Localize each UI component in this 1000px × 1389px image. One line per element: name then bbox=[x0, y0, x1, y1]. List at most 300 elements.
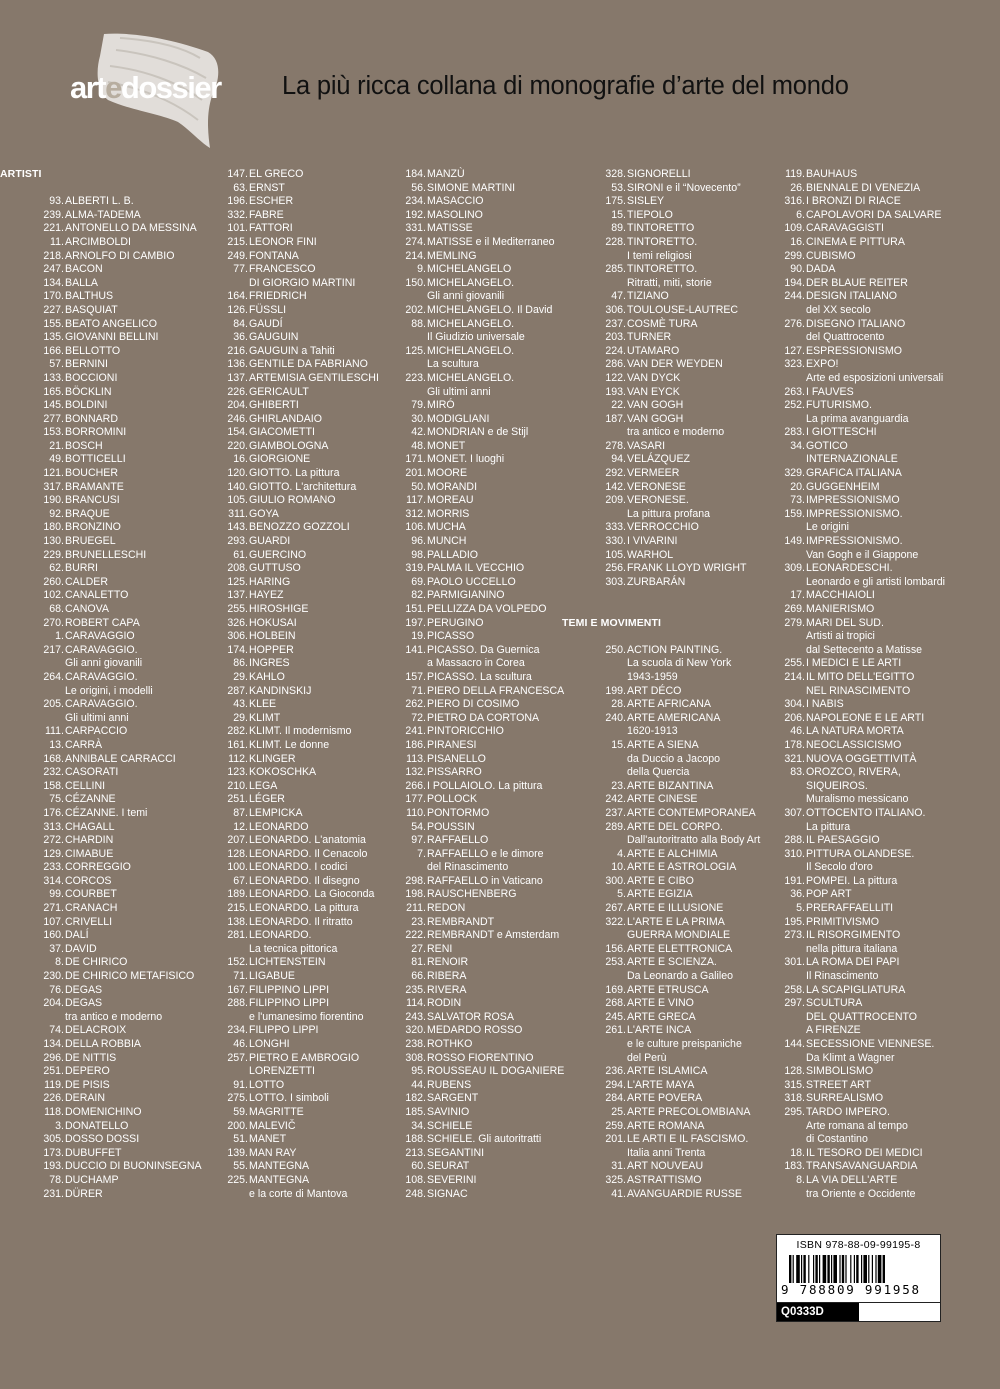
entry-title: LOTTO bbox=[249, 1078, 285, 1091]
index-entry bbox=[0, 508, 190, 522]
page-title: La più ricca collana di monografie d’arte del mondo bbox=[282, 72, 849, 100]
entry-title: PRERAFFAELLITI bbox=[806, 902, 894, 915]
entry-title: ARTE AMERICANA bbox=[627, 711, 721, 724]
index-entry bbox=[0, 984, 190, 998]
index-entry bbox=[184, 780, 374, 794]
entry-title: SEVERINI bbox=[427, 1173, 477, 1186]
index-entry bbox=[0, 250, 190, 264]
index-entry bbox=[562, 372, 752, 386]
index-entry bbox=[741, 929, 931, 943]
entry-title: nella pittura italiana bbox=[806, 942, 898, 955]
entry-title: VERMEER bbox=[627, 467, 680, 480]
entry-title: del Rinascimento bbox=[427, 861, 509, 874]
entry-title: BEATO ANGELICO bbox=[65, 317, 158, 330]
index-entry bbox=[362, 725, 552, 739]
entry-title: RAFFAELLO in Vaticano bbox=[427, 874, 543, 887]
index-entry bbox=[362, 739, 552, 753]
entry-number: 68. bbox=[49, 603, 64, 615]
index-entry bbox=[562, 1174, 752, 1188]
index-entry bbox=[184, 562, 374, 576]
entry-title: VAN GOGH bbox=[627, 412, 684, 425]
index-entry bbox=[184, 834, 374, 848]
entry-number: 187. bbox=[605, 412, 626, 425]
entry-title: Gli anni giovanili bbox=[65, 657, 143, 670]
index-entry bbox=[362, 1079, 552, 1093]
entry-title: MARI DEL SUD. bbox=[806, 616, 884, 629]
index-entry bbox=[362, 209, 552, 223]
entry-number: 114. bbox=[406, 997, 426, 1010]
entry-title: GERICAULT bbox=[249, 385, 309, 398]
index-entry bbox=[562, 806, 756, 821]
entry-title: BOSCH bbox=[65, 439, 103, 452]
entry-number: 92. bbox=[49, 507, 64, 520]
entry-number: 260. bbox=[43, 575, 64, 588]
index-entry bbox=[184, 331, 374, 345]
entry-title: ERNST bbox=[249, 181, 285, 194]
entry-number: 331. bbox=[405, 222, 426, 235]
entry-title: GUGGENHEIM bbox=[806, 480, 880, 493]
entry-number: 202. bbox=[405, 303, 426, 316]
entry-title: DUCCIO DI BUONINSEGNA bbox=[65, 1160, 202, 1173]
entry-number: 176. bbox=[43, 806, 64, 819]
index-entry bbox=[741, 807, 931, 821]
entry-number: 19. bbox=[411, 630, 426, 643]
entry-number: 270. bbox=[43, 616, 64, 629]
entry-title: TURNER bbox=[627, 331, 672, 344]
entry-title: FRANCESCO bbox=[249, 263, 316, 276]
index-entry bbox=[562, 1065, 752, 1079]
index-entry bbox=[562, 535, 752, 549]
index-entry bbox=[362, 630, 552, 644]
entry-number: 105. bbox=[605, 548, 626, 561]
entry-title: POMPEI. La pittura bbox=[806, 874, 898, 887]
entry-title: MANTEGNA bbox=[249, 1173, 310, 1186]
index-entry bbox=[0, 725, 190, 739]
index-entry bbox=[562, 481, 752, 495]
index-entry-continuation bbox=[184, 943, 374, 957]
entry-title: CINEMA E PITTURA bbox=[806, 235, 905, 248]
index-entry bbox=[0, 277, 190, 291]
index-entry bbox=[362, 508, 552, 522]
index-entry bbox=[741, 1092, 931, 1106]
entry-number: 188. bbox=[405, 1133, 426, 1146]
index-entry bbox=[0, 358, 190, 372]
entry-title: SEURAT bbox=[427, 1160, 470, 1173]
index-entry bbox=[741, 1065, 931, 1079]
index-entry bbox=[741, 168, 931, 182]
entry-number: 208. bbox=[227, 562, 248, 575]
entry-number: 328. bbox=[605, 168, 626, 180]
entry-number: 91. bbox=[233, 1078, 248, 1091]
entry-title: KLEE bbox=[249, 698, 277, 711]
entry-number: 98. bbox=[411, 548, 426, 561]
entry-title: FRIEDRICH bbox=[249, 290, 307, 303]
index-entry-continuation bbox=[562, 277, 752, 291]
entry-number: 192. bbox=[405, 208, 426, 221]
index-entry bbox=[184, 182, 374, 196]
index-entry bbox=[184, 916, 374, 930]
entry-number: 257. bbox=[227, 1051, 248, 1064]
index-entry bbox=[0, 1147, 190, 1161]
index-entry bbox=[362, 970, 552, 984]
entry-title: DE PISIS bbox=[65, 1078, 110, 1091]
entry-title: SCULTURA bbox=[806, 997, 863, 1010]
index-entry bbox=[184, 766, 374, 780]
index-entry bbox=[362, 671, 552, 685]
entry-title: PARMIGIANINO bbox=[427, 589, 505, 602]
entry-number: 250. bbox=[605, 643, 626, 656]
entry-number: 222. bbox=[405, 929, 426, 942]
entry-title: BAUHAUS bbox=[806, 168, 858, 180]
entry-number: 28. bbox=[611, 698, 626, 711]
entry-number: 8. bbox=[55, 956, 64, 969]
entry-number: 167. bbox=[227, 983, 248, 996]
index-entry bbox=[362, 1133, 552, 1147]
entry-number: 316. bbox=[784, 195, 805, 208]
index-entry bbox=[0, 331, 190, 345]
entry-title: BRAQUE bbox=[65, 507, 110, 520]
index-entry bbox=[0, 562, 190, 576]
index-entry bbox=[0, 821, 190, 835]
index-entry bbox=[562, 318, 752, 332]
index-entry bbox=[184, 848, 374, 862]
entry-number: 246. bbox=[227, 412, 248, 425]
index-entry bbox=[0, 222, 197, 236]
entry-number: 145. bbox=[43, 399, 64, 412]
entry-title: MEMLING bbox=[427, 249, 477, 262]
brand-art: art bbox=[70, 70, 106, 105]
index-entry bbox=[362, 1011, 552, 1025]
barcode-digits: 9 788809 991958 bbox=[781, 1282, 921, 1297]
entry-number: 293. bbox=[227, 535, 248, 548]
entry-title: LEONARDO. Il Cenacolo bbox=[249, 847, 368, 860]
entry-number: 296. bbox=[43, 1051, 64, 1064]
entry-title: LICHTENSTEIN bbox=[249, 956, 326, 969]
index-entry bbox=[562, 331, 752, 345]
entry-title: OTTOCENTO ITALIANO. bbox=[806, 806, 926, 819]
index-entry bbox=[562, 345, 752, 359]
index-entry bbox=[0, 304, 190, 318]
index-entry bbox=[562, 413, 752, 427]
entry-number: 204. bbox=[43, 997, 64, 1010]
index-entry bbox=[741, 589, 931, 603]
entry-number: 22. bbox=[611, 399, 626, 412]
entry-number: 16. bbox=[790, 235, 805, 248]
index-entry bbox=[0, 1120, 190, 1134]
entry-title: DÜRER bbox=[65, 1187, 103, 1200]
entry-title: LA VIA DELL'ARTE bbox=[806, 1173, 898, 1186]
entry-title: KLIMT. Il modernismo bbox=[249, 725, 352, 738]
entry-title: Arte ed esposizioni universali bbox=[806, 371, 944, 384]
entry-title: I temi religiosi bbox=[627, 249, 692, 262]
entry-title: La pittura profana bbox=[627, 507, 711, 520]
entry-number: 152. bbox=[227, 956, 248, 969]
index-entry bbox=[0, 236, 190, 250]
entry-title: del Quattrocento bbox=[806, 331, 885, 344]
entry-number: 82. bbox=[411, 589, 426, 602]
entry-number: 50. bbox=[411, 480, 426, 493]
entry-number: 75. bbox=[49, 793, 64, 806]
entry-number: 55. bbox=[233, 1160, 248, 1173]
index-entry-continuation bbox=[741, 821, 931, 835]
index-entry bbox=[741, 753, 931, 767]
section-heading: TEMI E MOVIMENTI bbox=[562, 616, 662, 629]
entry-title: OROZCO, RIVERA, bbox=[806, 766, 901, 779]
entry-number: 241. bbox=[405, 725, 426, 738]
entry-title: CARPACCIO bbox=[65, 725, 128, 738]
entry-number: 76. bbox=[49, 983, 64, 996]
entry-title: CUBISMO bbox=[806, 249, 856, 262]
entry-number: 165. bbox=[43, 385, 64, 398]
entry-title: DEGAS bbox=[65, 997, 103, 1010]
index-entry bbox=[362, 467, 552, 481]
entry-title: KLINGER bbox=[249, 752, 296, 765]
index-entry bbox=[741, 657, 931, 671]
index-entry-continuation bbox=[741, 943, 931, 957]
entry-number: 251. bbox=[227, 793, 248, 806]
entry-title: LE ARTI E IL FASCISMO. bbox=[627, 1133, 749, 1146]
entry-title: Leonardo e gli artisti lombardi bbox=[806, 575, 945, 588]
entry-title: PALMA IL VECCHIO bbox=[427, 562, 525, 575]
index-entry bbox=[184, 956, 374, 970]
index-entry bbox=[562, 168, 752, 182]
entry-title: GOYA bbox=[249, 507, 279, 520]
entry-number: 136. bbox=[227, 358, 248, 371]
entry-title: VERONESE. bbox=[627, 494, 689, 507]
entry-title: IL RISORGIMENTO bbox=[806, 929, 901, 942]
entry-number: 155. bbox=[43, 317, 64, 330]
index-entry bbox=[741, 1174, 931, 1188]
entry-title: ARTE E ALCHIMIA bbox=[627, 847, 718, 860]
entry-title: VAN DER WEYDEN bbox=[627, 358, 723, 371]
index-entry-continuation bbox=[741, 371, 944, 386]
index-entry bbox=[562, 739, 752, 753]
entry-title: ARTE CINESE bbox=[627, 793, 698, 806]
index-entry bbox=[184, 1106, 374, 1120]
entry-title: PAOLO UCCELLO bbox=[427, 575, 516, 588]
entry-title: L'ARTE E LA PRIMA bbox=[627, 915, 725, 928]
entry-title: DEPERO bbox=[65, 1065, 110, 1078]
entry-number: 184. bbox=[405, 168, 426, 180]
index-entry-continuation bbox=[184, 1188, 374, 1202]
index-entry-continuation bbox=[741, 1120, 931, 1134]
entry-number: 88. bbox=[411, 317, 426, 330]
index-entry-continuation bbox=[741, 1011, 931, 1025]
index-entry bbox=[184, 358, 374, 372]
index-entry bbox=[184, 1052, 374, 1066]
entry-number: 87. bbox=[233, 806, 248, 819]
index-entry bbox=[184, 997, 374, 1011]
entry-number: 313. bbox=[43, 820, 64, 833]
entry-number: 126. bbox=[227, 303, 248, 316]
index-entry bbox=[741, 277, 931, 291]
entry-number: 209. bbox=[605, 494, 626, 507]
index-entry bbox=[0, 929, 190, 943]
entry-number: 3. bbox=[55, 1119, 64, 1132]
index-entry bbox=[362, 1024, 552, 1038]
entry-title: CHAGALL bbox=[65, 820, 115, 833]
index-entry bbox=[741, 290, 931, 304]
index-entry bbox=[184, 222, 374, 236]
index-entry bbox=[362, 793, 552, 807]
index-entry bbox=[184, 195, 374, 209]
entry-title: BORROMINI bbox=[65, 426, 127, 439]
entry-title: DERAIN bbox=[65, 1092, 106, 1105]
brand-e: e bbox=[105, 70, 121, 105]
entry-title: CARRÀ bbox=[65, 738, 103, 751]
index-entry-continuation bbox=[184, 1011, 374, 1025]
entry-title: ARTE E ASTROLOGIA bbox=[627, 861, 737, 874]
entry-number: 93. bbox=[49, 195, 64, 208]
entry-title: NAPOLEONE E LE ARTI bbox=[806, 711, 925, 724]
entry-title: dal Settecento a Matisse bbox=[806, 643, 923, 656]
entry-title: CRANACH bbox=[65, 902, 118, 915]
entry-title: I VIVARINI bbox=[627, 535, 678, 548]
entry-number: 34. bbox=[790, 439, 805, 452]
index-entry bbox=[184, 698, 374, 712]
entry-number: 125. bbox=[405, 344, 426, 357]
entry-number: 264. bbox=[43, 670, 64, 683]
entry-title: DEGAS bbox=[65, 983, 103, 996]
entry-title: IMPRESSIONISMO. bbox=[806, 507, 903, 520]
entry-number: 71. bbox=[411, 684, 426, 697]
entry-title: ARTEMISIA GENTILESCHI bbox=[249, 371, 379, 384]
index-entry bbox=[0, 834, 190, 848]
index-entry bbox=[184, 1160, 374, 1174]
index-entry bbox=[362, 345, 552, 359]
entry-number: 268. bbox=[605, 997, 626, 1010]
entry-number: 54. bbox=[411, 820, 426, 833]
entry-title: GIAMBOLOGNA bbox=[249, 439, 329, 452]
entry-title: POLLOCK bbox=[427, 793, 478, 806]
entry-title: CARAVAGGIO bbox=[65, 630, 135, 643]
entry-number: 299. bbox=[784, 249, 805, 262]
index-entry bbox=[562, 195, 752, 209]
entry-title: Italia anni Trenta bbox=[627, 1146, 706, 1159]
entry-number: 132. bbox=[405, 766, 426, 779]
index-entry bbox=[741, 848, 931, 862]
entry-title: ARTE CONTEMPORANEA bbox=[627, 806, 756, 819]
entry-number: 137. bbox=[227, 371, 248, 384]
entry-number: 95. bbox=[411, 1065, 426, 1078]
entry-number: 57. bbox=[49, 358, 64, 371]
index-entry bbox=[184, 739, 374, 753]
entry-title: I FAUVES bbox=[806, 385, 854, 398]
index-entry bbox=[362, 644, 552, 658]
entry-number: 191. bbox=[784, 874, 805, 887]
index-entry-continuation bbox=[562, 766, 752, 780]
entry-title: Artisti ai tropici bbox=[806, 630, 875, 643]
entry-title: DELACROIX bbox=[65, 1024, 127, 1037]
index-entry bbox=[184, 589, 374, 603]
index-entry bbox=[0, 766, 190, 780]
index-entry bbox=[184, 576, 374, 590]
entry-title: BÖCKLIN bbox=[65, 385, 112, 398]
entry-number: 151. bbox=[405, 603, 426, 615]
entry-number: 30. bbox=[411, 412, 426, 425]
entry-title: SECESSIONE VIENNESE. bbox=[806, 1038, 935, 1050]
entry-number: 283. bbox=[784, 426, 805, 439]
index-entry bbox=[362, 1052, 552, 1066]
index-entry bbox=[741, 263, 931, 277]
index-entry-continuation bbox=[562, 657, 752, 671]
entry-number: 234. bbox=[227, 1024, 248, 1037]
entry-title: PITTURA OLANDESE. bbox=[806, 847, 915, 860]
index-entry-continuation bbox=[0, 657, 190, 671]
index-entry bbox=[184, 318, 374, 332]
entry-title: MATISSE bbox=[427, 222, 473, 235]
entry-title: LEONOR FINI bbox=[249, 235, 317, 248]
entry-title: La tecnica pittorica bbox=[249, 942, 338, 955]
index-entry bbox=[741, 345, 931, 359]
entry-title: GHIRLANDAIO bbox=[249, 412, 322, 425]
entry-title: HIROSHIGE bbox=[249, 603, 309, 615]
entry-number: 258. bbox=[784, 983, 805, 996]
entry-number: 232. bbox=[43, 766, 64, 779]
entry-title: 1943-1959 bbox=[627, 670, 678, 683]
entry-number: 67. bbox=[233, 874, 248, 887]
entry-number: 207. bbox=[227, 834, 248, 847]
entry-number: 36. bbox=[233, 331, 248, 344]
index-entry bbox=[184, 929, 374, 943]
entry-title: CORCOS bbox=[65, 874, 112, 887]
entry-title: VAN DYCK bbox=[627, 371, 681, 384]
entry-title: ARNOLFO DI CAMBIO bbox=[65, 249, 175, 262]
entry-title: RAFFAELLO e le dimore bbox=[427, 847, 544, 860]
index-entry bbox=[362, 1160, 552, 1174]
entry-title: STREET ART bbox=[806, 1078, 871, 1091]
entry-number: 239. bbox=[43, 208, 64, 221]
index-entry bbox=[184, 290, 374, 304]
index-entry bbox=[562, 943, 752, 957]
index-entry bbox=[184, 1024, 374, 1038]
entry-number: 230. bbox=[43, 970, 64, 983]
entry-number: 12. bbox=[233, 820, 248, 833]
entry-number: 134. bbox=[43, 276, 64, 289]
index-entry bbox=[562, 984, 752, 998]
index-entry bbox=[184, 630, 374, 644]
entry-number: 106. bbox=[405, 521, 426, 534]
entry-number: 142. bbox=[605, 480, 626, 493]
entry-number: 15. bbox=[611, 738, 626, 751]
index-entry bbox=[562, 780, 752, 794]
entry-title: RENOIR bbox=[427, 956, 469, 969]
index-entry-continuation bbox=[562, 970, 752, 984]
index-entry bbox=[741, 467, 931, 481]
index-entry bbox=[0, 494, 190, 508]
index-entry bbox=[741, 1160, 931, 1174]
entry-title: LEONARDESCHI. bbox=[806, 562, 893, 575]
entry-title: del Perù bbox=[627, 1051, 667, 1064]
entry-number: 225. bbox=[227, 1173, 248, 1186]
index-entry bbox=[741, 603, 931, 617]
entry-number: 107. bbox=[43, 915, 64, 928]
entry-title: BRONZINO bbox=[65, 521, 121, 534]
entry-number: 119. bbox=[785, 168, 805, 180]
entry-title: SCHIELE. Gli autoritratti bbox=[427, 1133, 542, 1146]
entry-number: 201. bbox=[405, 467, 426, 480]
entry-title: Il Giudizio universale bbox=[427, 331, 525, 344]
index-entry bbox=[741, 617, 931, 631]
entry-title: MUCHA bbox=[427, 521, 466, 534]
entry-title: ARTE AFRICANA bbox=[627, 698, 711, 711]
entry-title: GAUDÍ bbox=[249, 317, 283, 330]
index-entry bbox=[184, 508, 374, 522]
entry-title: HAYEZ bbox=[249, 589, 284, 602]
index-entry bbox=[0, 1174, 190, 1188]
entry-number: 44. bbox=[411, 1078, 426, 1091]
entry-title: ESPRESSIONISMO bbox=[806, 344, 902, 357]
